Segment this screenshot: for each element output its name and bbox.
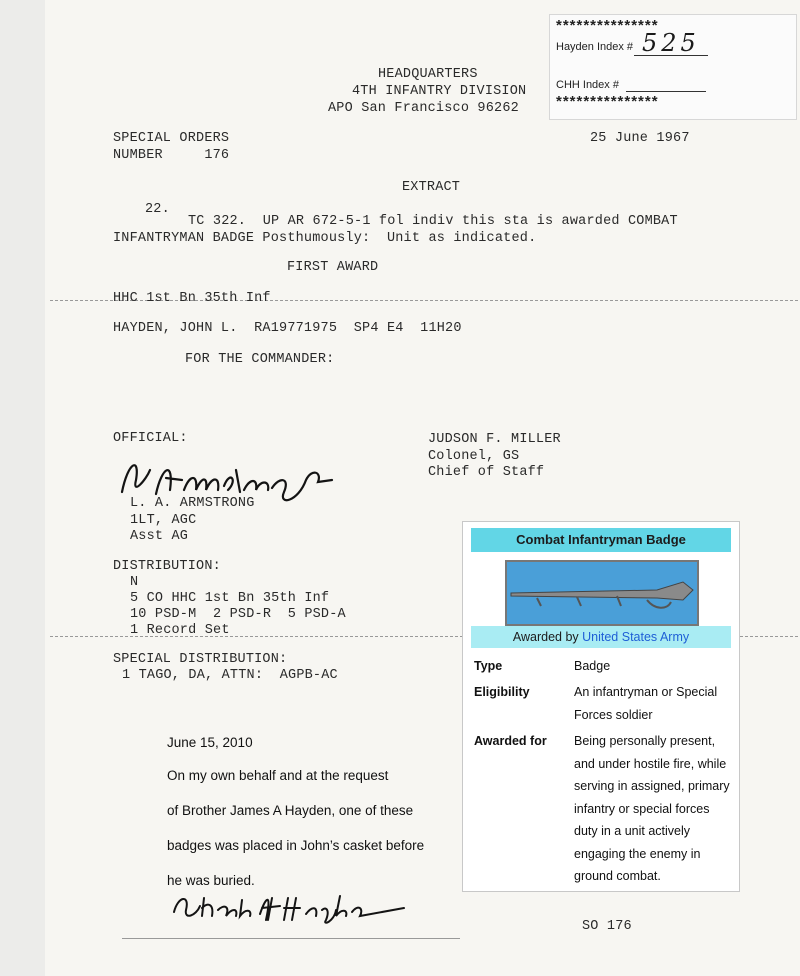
order-date: 25 June 1967 [590, 131, 690, 146]
special-distribution-label: SPECIAL DISTRIBUTION: [113, 652, 288, 667]
soldier-line: HAYDEN, JOHN L. RA19771975 SP4 E4 11H20 [113, 321, 462, 336]
distribution-label: DISTRIBUTION: [113, 559, 221, 574]
miller-name: JUDSON F. MILLER [428, 432, 561, 447]
rifle-icon [507, 562, 697, 624]
badge-image [505, 560, 699, 626]
hayden-index-label: Hayden Index # [556, 41, 634, 53]
header-line3: APO San Francisco 96262 [328, 101, 519, 116]
distribution-line: N [130, 575, 139, 590]
stars-bottom: *************** [556, 93, 659, 110]
awarded-by-link[interactable]: United States Army [582, 630, 690, 644]
header-line1: HEADQUARTERS [378, 67, 478, 82]
hayden-signature [168, 886, 408, 926]
awarded-by [471, 626, 731, 648]
hayden-index-underline [634, 55, 708, 56]
row-label-awarded-for: Awarded for [474, 734, 547, 748]
for-commander: FOR THE COMMANDER: [185, 352, 335, 367]
note-line1: On my own behalf and at the request [167, 768, 389, 783]
row-value-type: Badge [574, 659, 611, 673]
header-line2: 4TH INFANTRY DIVISION [352, 84, 527, 99]
hayden-index-value: 525 [642, 29, 700, 57]
row-value-eligibility: An infantryman or Special Forces soldier [574, 685, 718, 722]
unit-line: HHC 1st Bn 35th Inf [113, 291, 271, 306]
badge-card [462, 521, 740, 892]
awarded-by-prefix: Awarded by [512, 630, 583, 644]
official-label: OFFICIAL: [113, 431, 188, 446]
row-label-type: Type [474, 659, 503, 673]
note-line2: of Brother James A Hayden, one of these [167, 803, 414, 818]
note-line4: he was buried. [167, 873, 255, 888]
distribution-line: 1 Record Set [130, 623, 230, 638]
distribution-line: 5 CO HHC 1st Bn 35th Inf [130, 591, 330, 606]
special-orders-number: NUMBER 176 [113, 148, 230, 163]
armstrong-name: L. A. ARMSTRONG [130, 496, 255, 511]
armstrong-rank: 1LT, AGC [130, 513, 197, 528]
paragraph-line2: INFANTRYMAN BADGE Posthumously: Unit as indicated. [113, 231, 537, 246]
index-box [549, 14, 797, 120]
footer-code: SO 176 [582, 919, 632, 934]
note-line3: badges was placed in John’s casket before [167, 838, 425, 853]
special-distribution-line: 1 TAGO, DA, ATTN: AGPB-AC [122, 668, 338, 683]
extract-heading: EXTRACT [402, 180, 461, 195]
note-date: June 15, 2010 [167, 735, 253, 750]
row-label-eligibility: Eligibility [474, 685, 530, 699]
paragraph-line1: TC 322. UP AR 672-5-1 fol indiv this sta is awarded COMBAT [188, 214, 678, 229]
card-title: Combat Infantryman Badge [471, 528, 731, 552]
scan-margin [0, 0, 45, 976]
distribution-line: 10 PSD-M 2 PSD-R 5 PSD-A [130, 607, 346, 622]
first-award: FIRST AWARD [287, 260, 379, 275]
chh-index-label: CHH Index # [556, 79, 619, 91]
row-value-awarded-for: Being personally present, and under hostile fire, while serving in assigned, primary infantry or special forces duty in a unit actively engaging the enemy in ground combat. [574, 734, 730, 883]
paragraph-number: 22. [145, 202, 170, 217]
stars-top: *************** [556, 17, 659, 34]
note-underline [122, 938, 460, 939]
special-orders-label: SPECIAL ORDERS [113, 131, 230, 146]
armstrong-title: Asst AG [130, 529, 189, 544]
chh-index-underline [626, 91, 706, 92]
miller-title: Chief of Staff [428, 465, 545, 480]
miller-rank: Colonel, GS [428, 449, 520, 464]
